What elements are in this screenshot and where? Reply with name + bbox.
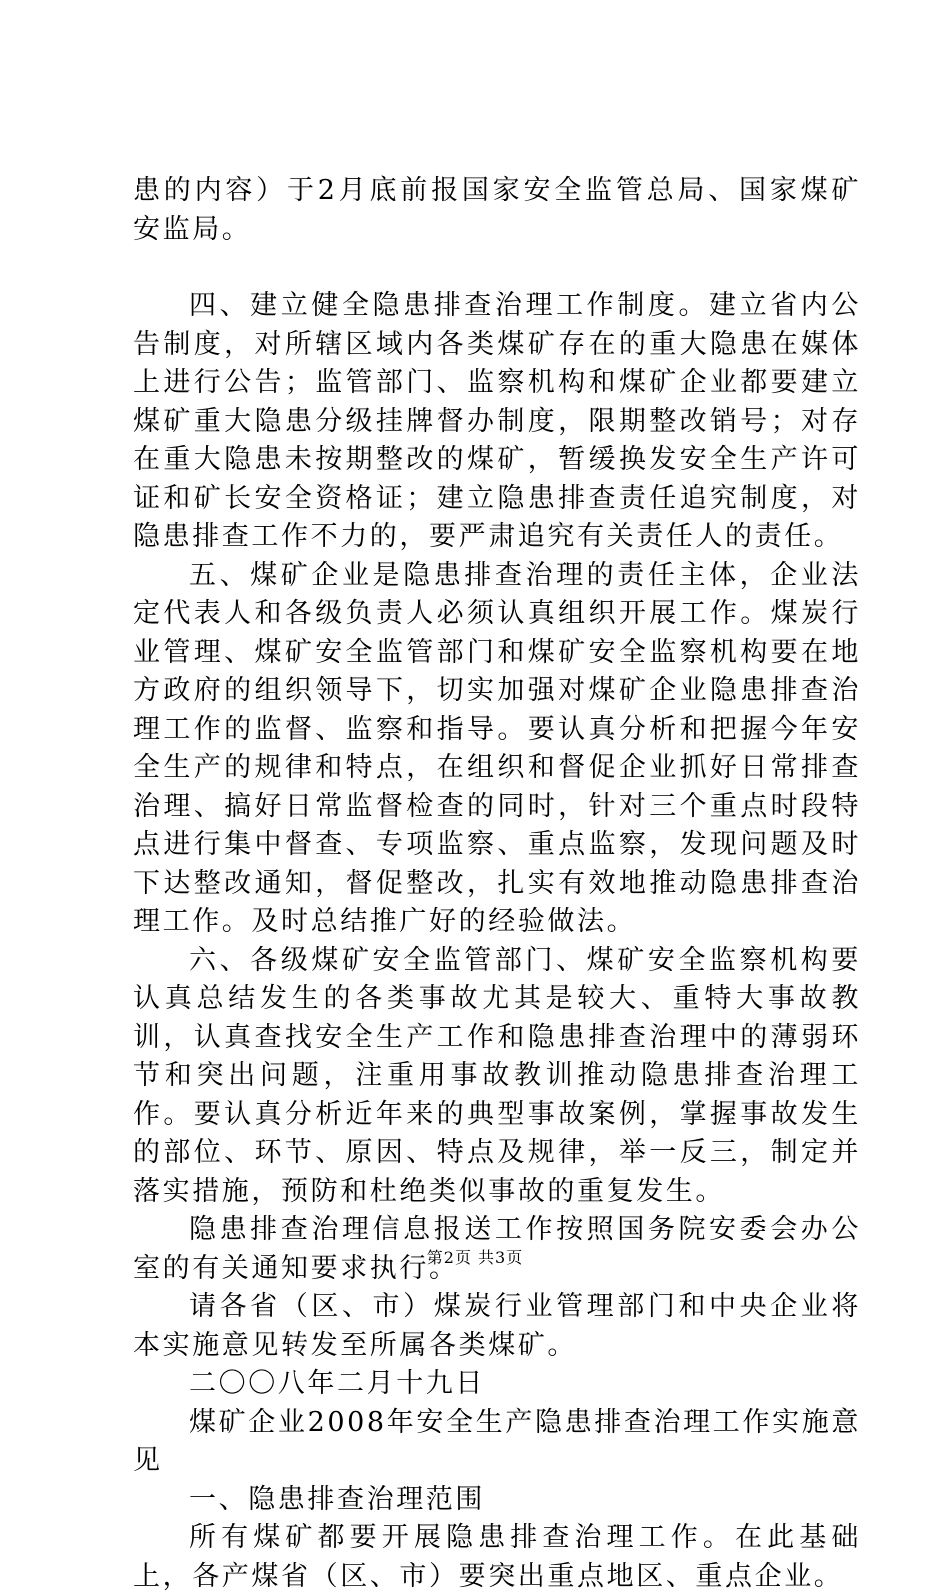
section-title: 煤矿企业2008年安全生产隐患排查治理工作实施意见 bbox=[133, 1406, 861, 1476]
paragraph-continuation: 患的内容）于2月底前报国家安全监管总局、国家煤矿安监局。 bbox=[133, 175, 861, 245]
paragraph-item-6: 六、各级煤矿安全监管部门、煤矿安全监察机构要认真总结发生的各类事故尤其是较大、重特大事故教训，认真查找安全生产工作和隐患排查治理中的薄弱环节和突出问题，注重用事故教训推动隐患排查治理工作。要认真分析近年来的典型事故案例，掌握事故发生的部位、环节、原因、特点及规律，举一反三，制定并落实措施，预防和杜绝类似事故的重复发生。 bbox=[133, 944, 861, 1207]
paragraph-item-5: 五、煤矿企业是隐患排查治理的责任主体，企业法定代表人和各级负责人必须认真组织开展工作。煤炭行业管理、煤矿安全监管部门和煤矿安全监察机构要在地方政府的组织领导下，切实加强对煤矿企业隐患排查治理工作的监督、监察和指导。要认真分析和把握今年安全生产的规律和特点，在组织和督促企业抓好日常排查治理、搞好日常监督检查的同时，针对三个重点时段特点进行集中督查、专项监察、重点监察，发现问题及时下达整改通知，督促整改，扎实有效地推动隐患排查治理工作。及时总结推广好的经验做法。 bbox=[133, 559, 861, 937]
paragraph-item-4: 四、建立健全隐患排查治理工作制度。建立省内公告制度，对所辖区域内各类煤矿存在的重大隐患在媒体上进行公告；监管部门、监察机构和煤矿企业都要建立煤矿重大隐患分级挂牌督办制度，限期整改销号；对存在重大隐患未按期整改的煤矿，暂缓换发安全生产许可证和矿长安全资格证；建立隐患排查责任追究制度，对隐患排查工作不力的，要严肃追究有关责任人的责任。 bbox=[133, 290, 861, 552]
paragraph-info-report: 隐患排查治理信息报送工作按照国务院安委会办公室的有关通知要求执行。 bbox=[133, 1214, 861, 1284]
document-date: 二〇〇八年二月十九日 bbox=[189, 1368, 485, 1399]
section-heading-scope: 一、隐患排查治理范围 bbox=[189, 1483, 485, 1515]
paragraph-scope: 所有煤矿都要开展隐患排查治理工作。在此基础上，各产煤省（区、市）要突出重点地区、重点企业。 bbox=[133, 1522, 861, 1592]
page-number-footer: 第2页 共3页 bbox=[426, 1248, 524, 1267]
paragraph-forward-request: 请各省（区、市）煤炭行业管理部门和中央企业将本实施意见转发至所属各类煤矿。 bbox=[133, 1291, 861, 1361]
document-body bbox=[133, 172, 861, 1596]
